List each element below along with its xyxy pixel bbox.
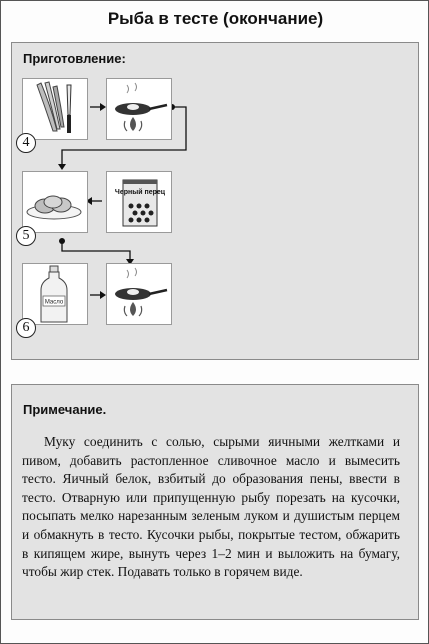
note-text: Муку соединить с солью, сырыми яичными желтками и пивом, добавить растопленное сливочное масло и вымесить тесто. Яичный белок, взбитый до образования пены, ввести в тесто. Отварную или припущенную рыбу порезать на кусочки, посыпать мелко нарезанным зеленым луком и душистым перцем и обмакнуть в тесто. Кусочки рыбы, покрытые тестом, обжарить в кипящем жире, вынуть через 1–2 мин и выложить на бумагу, чтобы жир стек. Подавать только в горячем виде. [22, 434, 400, 580]
step-number-6: 6 [16, 318, 36, 338]
can-label: Черный перец [114, 189, 166, 196]
step-number-4: 4 [16, 133, 36, 153]
green-onion-knife-icon [22, 78, 88, 140]
page-title: Рыба в тесте (окончание) [107, 9, 324, 28]
preparation-heading: Приготовление: [23, 51, 126, 66]
pepper-can-icon [106, 171, 172, 233]
frying-pan-icon [106, 78, 172, 140]
frying-pan-icon [106, 263, 172, 325]
bottle-label: Масло [44, 299, 64, 306]
preparation-panel [11, 42, 419, 360]
oil-bottle-icon [22, 263, 88, 325]
fish-on-plate-icon [22, 171, 88, 233]
step-number-5: 5 [16, 226, 36, 246]
note-heading: Примечание. [23, 402, 107, 417]
note-panel [11, 384, 419, 620]
